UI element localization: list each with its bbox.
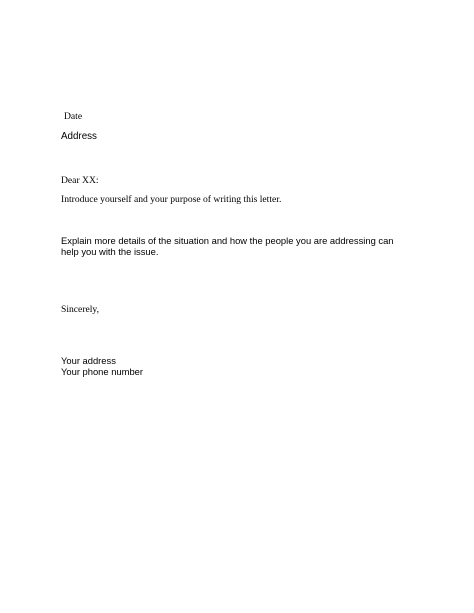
date-label: Date [64, 111, 83, 122]
sender-phone: Your phone number [61, 366, 144, 377]
closing: Sincerely, [61, 304, 100, 315]
details-paragraph [61, 235, 421, 257]
details-line-2: help you with the issue. [61, 246, 159, 257]
address-label: Address [61, 131, 97, 142]
intro-paragraph: Introduce yourself and your purpose of writing this letter. [61, 194, 282, 205]
sender-address: Your address [61, 355, 116, 366]
salutation: Dear XX: [61, 175, 99, 186]
details-line-1: Explain more details of the situation and how the people you are addressing can [61, 235, 394, 246]
